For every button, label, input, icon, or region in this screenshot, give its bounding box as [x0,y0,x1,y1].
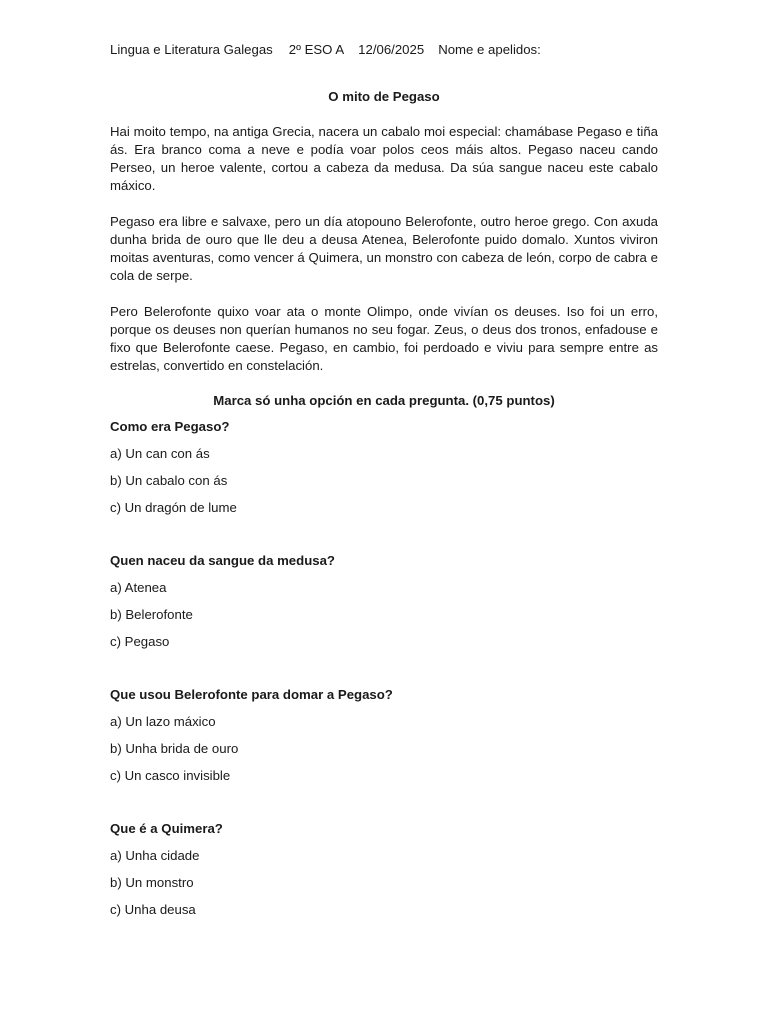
question-text: Quen naceu da sangue da medusa? [110,553,335,568]
quiz-question [110,552,658,651]
answer-option[interactable]: c) Un dragón de lume [110,500,237,515]
quiz-instruction: Marca só unha opción en cada pregunta. (0,75 puntos) [213,393,555,408]
answer-option[interactable]: a) Un can con ás [110,446,210,461]
document-header [110,41,658,59]
quiz-question [110,686,658,785]
answer-option[interactable]: c) Un casco invisible [110,768,231,783]
answer-option[interactable]: b) Un cabalo con ás [110,473,228,488]
answer-option[interactable]: c) Pegaso [110,634,170,649]
header-subject: Lingua e Literatura Galegas [110,42,273,57]
answer-option[interactable]: a) Unha cidade [110,848,200,863]
answer-option[interactable]: a) Un lazo máxico [110,714,216,729]
answer-option[interactable]: a) Atenea [110,580,167,595]
quiz-question [110,820,658,919]
answer-option[interactable]: b) Un monstro [110,875,194,890]
question-text: Que usou Belerofonte para domar a Pegaso? [110,687,393,702]
story-paragraph: Pegaso era libre e salvaxe, pero un día atopouno Belerofonte, outro heroe grego. Con axuda dunha brida de ouro que lle deu a deusa Atenea, Belerofonte puido domalo. Xuntos viviron moitas aventuras, como vencer á Quimera, un monstro con cabeza de león, corpo de cabra e cola de serpe. [110,214,658,283]
answer-option[interactable]: b) Unha brida de ouro [110,741,239,756]
quiz-question [110,418,658,517]
answer-option[interactable]: c) Unha deusa [110,902,196,917]
document-title: O mito de Pegaso [328,89,440,104]
story-paragraph: Pero Belerofonte quixo voar ata o monte Olimpo, onde vivían os deuses. Iso foi un erro, porque os deuses non querían humanos no seu fogar. Zeus, o deus dos tronos, enfadouse e fixo que Belerofonte caese. Pegaso, en cambio, foi perdoado e viviu para sempre entre as estrelas, convertido en constelación. [110,304,658,373]
header-course: 2º ESO A [288,42,345,57]
question-text: Como era Pegaso? [110,419,230,434]
question-text: Que é a Quimera? [110,821,223,836]
story-paragraph: Hai moito tempo, na antiga Grecia, nacera un cabalo moi especial: chamábase Pegaso e tiña ás. Era branco coma a neve e podía voar polos ceos máis altos. Pegaso naceu cando Perseo, un heroe valente, cortou a cabeza da medusa. Da súa sangue naceu este cabalo máxico. [110,124,658,193]
document-page [110,41,658,954]
header-name-label: Nome e apelidos: [438,42,541,57]
answer-option[interactable]: b) Belerofonte [110,607,193,622]
header-date: 12/06/2025 [358,42,425,57]
